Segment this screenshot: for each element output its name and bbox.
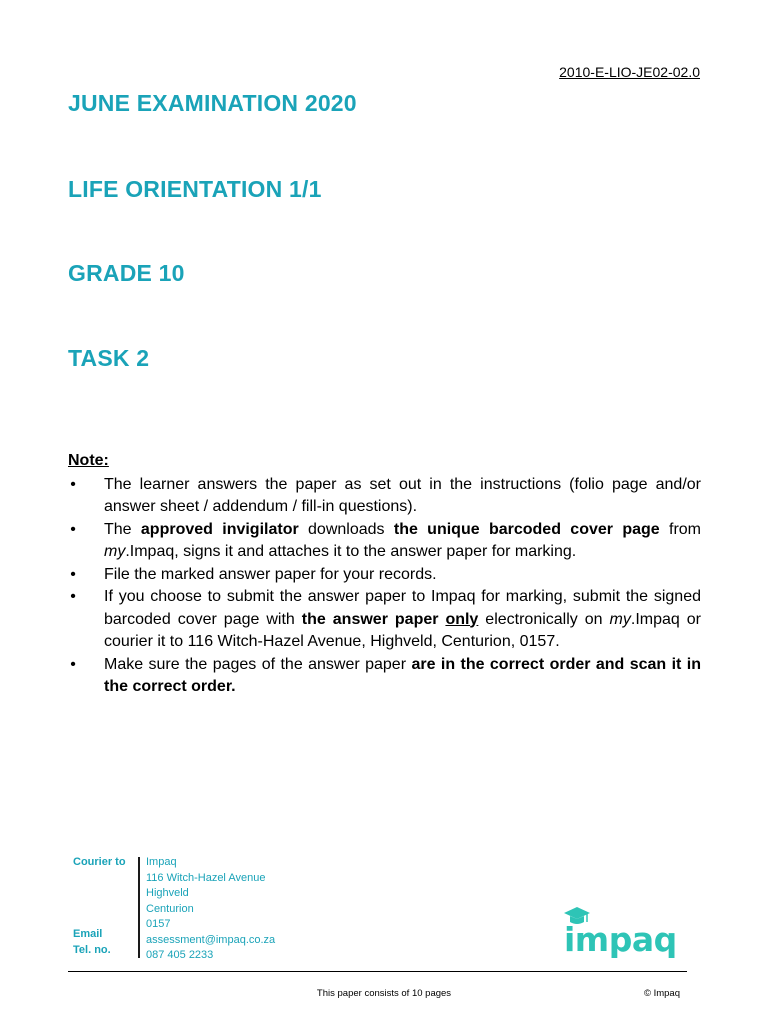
email-value: assessment@impaq.co.za	[146, 933, 276, 946]
bullet-icon: •	[70, 565, 76, 583]
bullet-icon: •	[70, 520, 76, 538]
address-line: 0157	[146, 918, 171, 930]
grade-heading: GRADE 10	[68, 260, 185, 286]
copyright-text: © Impaq	[643, 988, 680, 999]
page-count-text: This paper consists of 10 pages	[316, 988, 452, 999]
contact-values	[146, 855, 275, 964]
address-line: Centurion	[146, 902, 194, 915]
note-list	[68, 474, 701, 699]
note-title: Note:	[68, 452, 109, 469]
note-text: .Impaq or courier it to 116 Witch-Hazel Avenue, Highveld, Centurion, 0157.	[104, 610, 701, 650]
note-text: If you choose to submit the answer paper to Impaq for marking, submit the signed barcoded cover page with	[104, 588, 701, 628]
note-section	[68, 450, 701, 699]
note-bold-text: the unique barcoded cover page	[393, 520, 660, 538]
note-bold-text: the answer paper	[301, 610, 446, 628]
note-italic-text: my	[609, 610, 631, 628]
courier-label: Courier to	[73, 856, 126, 868]
note-bold-underline-text: only	[445, 610, 479, 628]
address-line: 116 Witch-Hazel Avenue	[146, 871, 266, 884]
contact-divider	[138, 857, 140, 958]
subject-heading: LIFE ORIENTATION 1/1	[68, 176, 322, 202]
task-heading: TASK 2	[68, 345, 150, 371]
note-item	[68, 519, 701, 564]
email-label: Email	[73, 928, 103, 940]
note-item-text: The learner answers the paper as set out in the instructions (folio page and/or answer sheet / addendum / fill-in questions).	[104, 475, 701, 515]
note-text: downloads	[298, 520, 394, 538]
bullet-icon: •	[70, 475, 76, 493]
bullet-icon: •	[70, 588, 76, 605]
address-line: Impaq	[146, 856, 177, 868]
note-item	[68, 474, 701, 519]
note-text: The	[104, 520, 141, 538]
note-bold-text: approved invigilator	[140, 520, 299, 538]
note-text: Make sure the pages of the answer paper	[104, 655, 412, 673]
exam-heading: JUNE EXAMINATION 2020	[68, 90, 357, 116]
note-italic-text: my	[104, 543, 126, 560]
tel-value: 087 405 2233	[146, 949, 214, 961]
note-item-text: File the marked answer paper for your records.	[104, 565, 437, 583]
note-text: electronically on	[478, 610, 610, 628]
address-line: Highveld	[146, 887, 189, 899]
document-code: 2010-E-LIO-JE02-02.0	[559, 64, 700, 80]
tel-label: Tel. no.	[73, 943, 111, 956]
logo-text: impaq	[564, 920, 677, 959]
note-item	[68, 586, 701, 654]
impaq-logo	[562, 904, 688, 960]
note-item	[68, 654, 701, 699]
bullet-icon: •	[70, 655, 76, 673]
note-item	[68, 564, 701, 587]
note-text: .Impaq, signs it and attaches it to the answer paper for marking.	[125, 543, 577, 560]
note-text: from	[659, 520, 701, 538]
note-bold-text: are in the correct order and scan it in the correct order.	[104, 655, 701, 695]
footer-divider	[68, 971, 687, 972]
